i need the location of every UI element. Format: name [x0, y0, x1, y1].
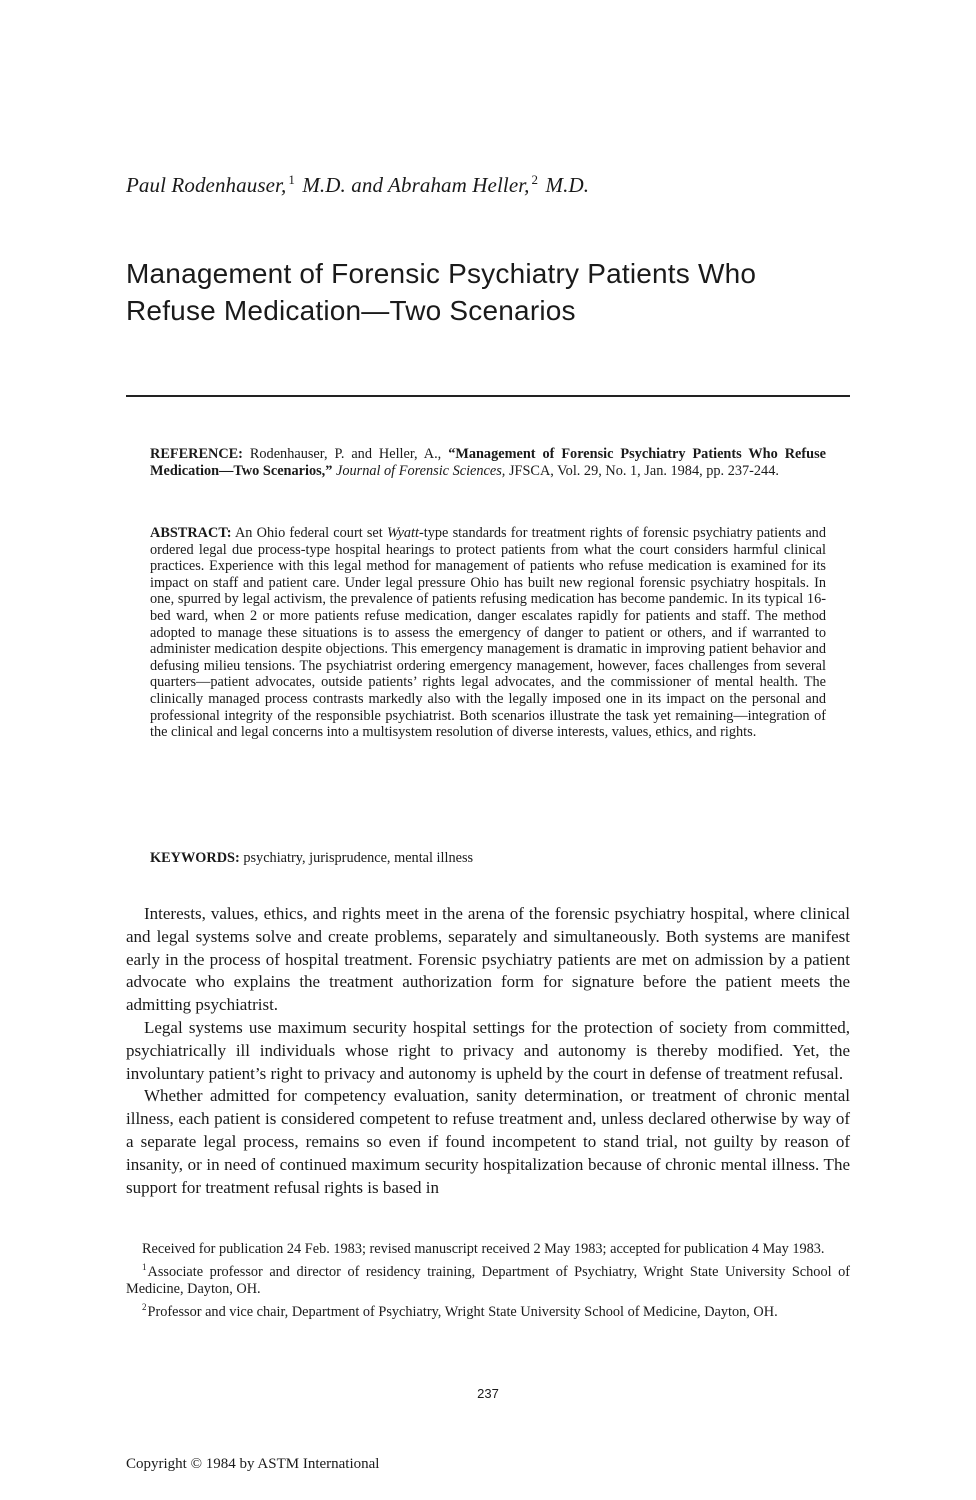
- abstract-lead: An Ohio federal court set: [234, 525, 383, 541]
- body-text: [126, 903, 850, 1199]
- page-number: 237: [477, 1386, 499, 1401]
- title-divider: [126, 395, 850, 397]
- author-1-footnote-mark: 1: [288, 172, 295, 187]
- footnote-2: [126, 1299, 850, 1320]
- footnote-1-mark: 1: [142, 1262, 147, 1273]
- keywords-block: [150, 850, 826, 867]
- copyright-notice: Copyright © 1984 by ASTM International: [126, 1456, 380, 1472]
- body-paragraph: Interests, values, ethics, and rights meet in the arena of the forensic psychiatry hospital, where clinical and legal systems solve and create problems, separately and simultaneously. Both systems are manifest early in the process of hospital treatment. Forensic psychiatry patients are met on admission by a patient advocate who explains the treatment authorization form for signature before the patient meets the admitting psychiatrist.: [126, 904, 850, 1015]
- abstract-label: ABSTRACT:: [150, 525, 232, 541]
- author-1-degree: M.D.: [302, 173, 346, 197]
- paper-title-line-2: Refuse Medication—Two Scenarios: [126, 295, 576, 326]
- keywords-text: psychiatry, jurisprudence, mental illness: [243, 850, 474, 866]
- paper-title: [126, 255, 866, 329]
- footnotes: [126, 1241, 850, 1322]
- author-conjunction: and: [351, 173, 384, 197]
- abstract-block: [150, 525, 826, 741]
- author-2-name: Abraham Heller,: [388, 173, 530, 197]
- author-2-footnote-mark: 2: [531, 172, 539, 187]
- author-1-name: Paul Rodenhauser,: [126, 173, 287, 197]
- body-paragraph: Legal systems use maximum security hospital settings for the protection of society from committed, psychiatrically ill individuals whose right to privacy and autonomy is thereby modified. Yet, the involuntary patient’s right to privacy and autonomy is upheld by the court in defense of treatment refusal.: [126, 1017, 850, 1083]
- footnote-2-mark: 2: [142, 1301, 147, 1312]
- reference-label: REFERENCE:: [150, 446, 243, 462]
- author-2-degree: M.D.: [545, 173, 590, 197]
- author-line: [126, 172, 589, 198]
- reference-details: JFSCA, Vol. 29, No. 1, Jan. 1984, pp. 237-244.: [508, 462, 779, 479]
- footnote-1: [126, 1259, 850, 1297]
- body-paragraph: Whether admitted for competency evaluation, sanity determination, or treatment of chronic mental illness, each patient is considered competent to refuse treatment and, unless declared otherwise by way of a separate legal process, remains so even if found incompetent to stand trial, not guilty by reason of insanity, or in need of continued maximum security hospitalization because of chronic mental illness. The support for treatment refusal rights is based in: [126, 1086, 850, 1197]
- footnote-2-text: Professor and vice chair, Department of Psychiatry, Wright State University School of Medicine, Dayton, OH.: [147, 1303, 778, 1320]
- paper-title-line-1: Management of Forensic Psychiatry Patients Who: [126, 258, 757, 289]
- footnote-1-text: Associate professor and director of residency training, Department of Psychiatry, Wright State University School of Medicine, Dayton, OH.: [126, 1264, 850, 1297]
- reference-paper-title: “Management of Forensic Psychiatry Patients Who Refuse Medication—Two Scenarios,”: [150, 446, 826, 479]
- reference-block: [150, 446, 826, 479]
- abstract-text: -type standards for treatment rights of forensic psychiatry patients and ordered legal due process-type hospital hearings to protect patients from what the court considers harmful clinical practices. Experience with this legal method for management of patients who refuse medication is examined for its impact on staff and patient care. Under legal pressure Ohio has built new regional forensic psychiatry hospitals. In one, spurred by legal activism, the prevalence of patients refusing medication has become pandemic. In its typical 16-bed ward, when 2 or more patients refuse medication, danger escalates rapidly for patients and staff. The method adopted to manage these situations is to assess the emergency of danger to patient or others, and if warranted to administer medication despite objections. This emergency management is dramatic in improving patient behavior and defusing milieu tensions. The psychiatrist ordering emergency management, however, faces challenges from several quarters—patient advocates, outside patients’ rights legal advocates, and the commissioner of mental health. The clinically managed process contrasts markedly also with the legally imposed one in its impact on the personal and professional integrity of the responsible psychiatrist. Both scenarios illustrate the task yet remaining—integration of the clinical and legal concerns into a multisystem resolution of diverse interests, values, ethics, and rights.: [150, 525, 826, 741]
- reference-authors: Rodenhauser, P. and Heller, A.,: [249, 446, 442, 462]
- abstract-case-name: Wyatt: [386, 525, 420, 541]
- reference-journal: Journal of Forensic Sciences,: [335, 462, 506, 479]
- keywords-label: KEYWORDS:: [150, 850, 240, 866]
- footnote-received: Received for publication 24 Feb. 1983; revised manuscript received 2 May 1983; accepted for publication 4 May 1983.: [142, 1241, 825, 1257]
